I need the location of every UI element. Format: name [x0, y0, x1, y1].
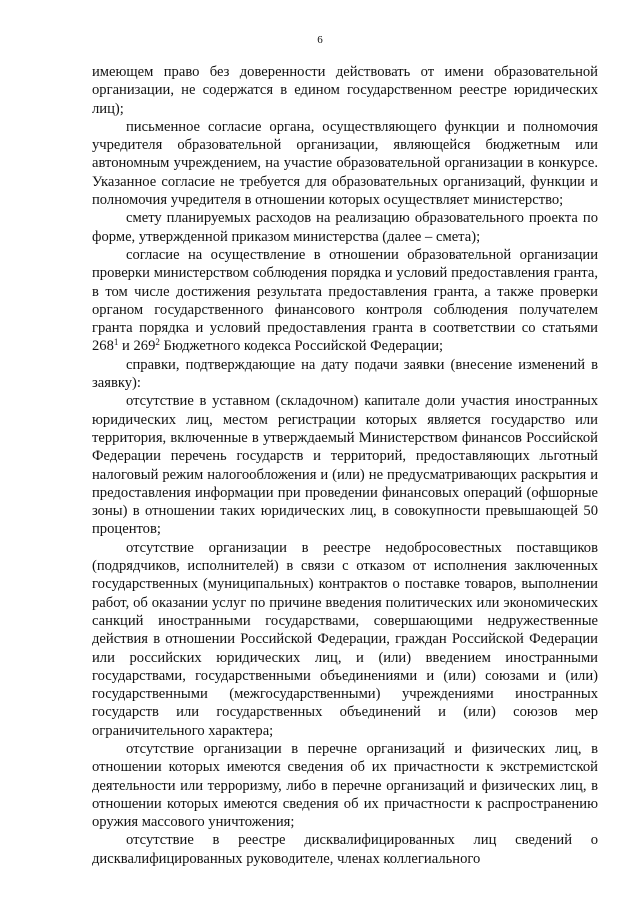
inspection-consent-text-end: Бюджетного кодекса Российской Федерации; [159, 338, 444, 355]
inspection-consent-text-start: согласие на осуществление в отношении образовательной организации проверки министерством соблюдения порядка и условий предоставления гранта, в том числе достижения результата предоставления гранта, а также проверки органом государственного финансового контроля соблюдения получателем гранта порядка и условий предоставления гранта в соответствии со статьями 268 [92, 246, 598, 355]
paragraph-foreign-capital: отсутствие в уставном (складочном) капитале доли участия иностранных юридических лиц, местом регистрации которых является государство или территория, включенные в утверждаемый Министерством финансов Российской Федерации перечень государств и территорий, предоставляющих льготный налоговый режим налогообложения и (или) не предусматривающих раскрытия и предоставления информации при проведении финансовых операций (офшорные зоны) в отношении таких юридических лиц, в совокупности превышающей 50 процентов; [92, 393, 598, 538]
inspection-consent-text-middle: и 269 [118, 338, 156, 355]
paragraph-inspection-consent [92, 246, 598, 356]
paragraph-disqualified-registry: отсутствие в реестре дисквалифицированных лиц сведений о дисквалифицированных руководителе, членах коллегиального [92, 832, 598, 867]
article-269-superscript: 2 [155, 337, 160, 348]
paragraph-founder-consent: письменное согласие органа, осуществляющего функции и полномочия учредителя образовательной организации, являющейся бюджетным или автономным учреждением, на участие образовательной организации в конкурсе. Указанное согласие не требуется для образовательных организаций, функции и полномочия учредителя в отношении которых осуществляет министерство; [92, 118, 598, 209]
paragraph-expense-estimate: смету планируемых расходов на реализацию образовательного проекта по форме, утвержденной приказом министерства (далее – смета); [92, 210, 598, 245]
article-268-superscript: 1 [113, 337, 119, 348]
paragraph-extremism-lists: отсутствие организации в перечне организаций и физических лиц, в отношении которых имеются сведения об их причастности к экстремистской деятельности или терроризму, либо в перечне организаций и физических лиц, в отношении которых имеются сведения об их причастности к распространению оружия массового уничтожения; [92, 740, 598, 831]
paragraph-certificates-intro: справки, подтверждающие на дату подачи заявки (внесение изменений в заявку): [92, 356, 598, 392]
paragraph-unfair-suppliers-registry: отсутствие организации в реестре недобросовестных поставщиков (подрядчиков, исполнителей) в связи с отказом от исполнения заключенных государственных (муниципальных) контрактов о поставке товаров, выполнении работ, об оказании услуг по причине введения политических или экономических санкций иностранными государствами, совершающими недружественные действия в отношении Российской Федерации, граждан Российской Федерации или российских юридических лиц, и (или) введением иностранными государствами, государственными объединениями и (или) союзами и (или) государственными (межгосударственными) учреждениями иностранных государств или государственных объединений и (или) союзов мер ограничительного характера; [92, 539, 598, 739]
paragraph-legal-entity-registry: имеющем право без доверенности действовать от имени образовательной организации, не содержатся в едином государственном реестре юридических лиц); [92, 64, 598, 117]
page-number: 6 [317, 34, 323, 46]
document-body [92, 63, 598, 868]
